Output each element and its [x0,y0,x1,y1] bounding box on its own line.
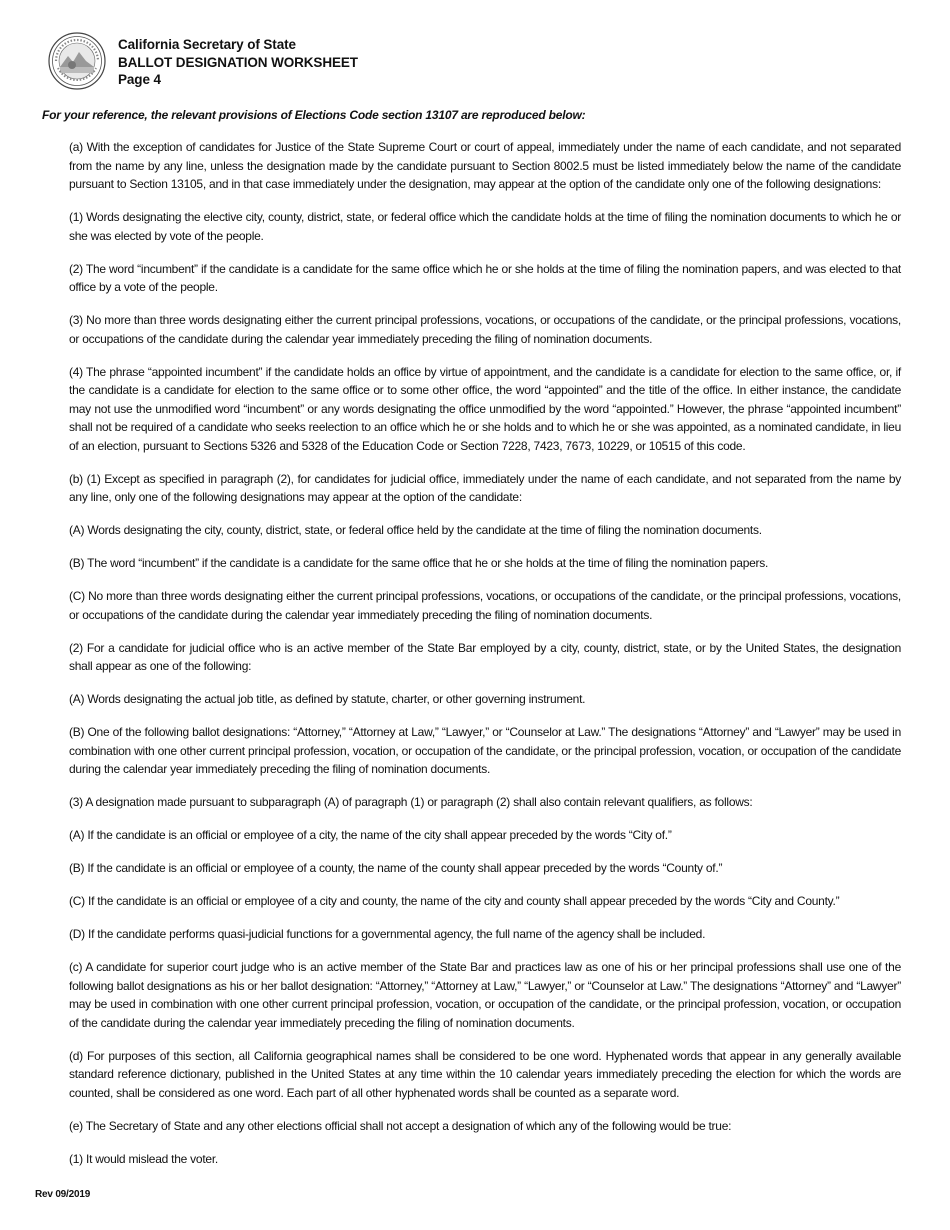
paragraph: (4) The phrase “appointed incumbent” if the candidate holds an office by virtue of appointment, and the candidate is a candidate for election to the same office, or, if the candidate is a candidate for election to the same office or to some other office, the word “appointed” and the title of the office. In either instance, the candidate may not use the unmodified word “incumbent” or any words designating the office unmodified by the word “appointed.” However, the phrase “appointed incumbent” shall not be required of a candidate who seeks reelection to an office which he or she holds and to which he or she was appointed, as a nominated candidate, in lieu of an election, pursuant to Sections 5326 and 5328 of the Education Code or Section 7228, 7423, 7673, 10229, or 10515 of this code. [69,364,901,453]
paragraph: (A) If the candidate is an official or employee of a city, the name of the city shall appear preceded by the words “City of.” [69,828,672,842]
paragraph: (1) Words designating the elective city, county, district, state, or federal office which the candidate holds at the time of filing the nomination documents to which he or she was elected by vote of the people. [69,210,901,243]
paragraph: (d) For purposes of this section, all California geographical names shall be considered to be one word. Hyphenated words that appear in any generally available standard reference dictionary, published in the United States at any time within the 10 calendar years immediately preceding the election for which the words are counted, shall be considered as one word. Each part of all other hyphenated words shall be counted as a separate word. [69,1048,901,1100]
paragraph: (a) With the exception of candidates for Justice of the State Supreme Court or court of appeal, immediately under the name of each candidate, and not separated from the name by any line, unless the designation made by the candidate pursuant to Section 8002.5 must be listed immediately below the name of the candidate pursuant to Section 13105, and in that case immediately under the designation, may appear at the option of the candidate only one of the following designations: [69,140,901,191]
state-seal-logo [48,32,106,90]
paragraph: (B) The word “incumbent” if the candidate is a candidate for the same office that he or she holds at the time of filing the nomination papers. [69,556,769,570]
paragraph: (A) Words designating the city, county, district, state, or federal office held by the candidate at the time of filing the nomination documents. [69,523,762,537]
paragraph: (C) No more than three words designating either the current principal professions, vocations, or occupations of the candidate, or the principal professions, vocations, or occupations of the candidate during the calendar year immediately preceding the filing of nomination documents. [69,589,901,622]
paragraph: (B) If the candidate is an official or employee of a county, the name of the county shall appear preceded by the words “County of.” [69,861,723,875]
code-section-body [69,138,901,1183]
paragraph: (c) A candidate for superior court judge who is an active member of the State Bar and practices law as one of his or her principal professions shall use one of the following ballot designations as his or her ballot designation: “Attorney,” “Attorney at Law,” “Lawyer,” or “Counselor at Law.” The designations “Attorney” and “Lawyer” may be used in combination with one other current principal profession, vocation, or occupation of the candidate, or the principal profession, vocation, or occupation of the candidate during the calendar year immediately preceding the filing of nomination documents. [69,960,901,1030]
page-number: Page 4 [118,72,161,87]
paragraph: (1) It would mislead the voter. [69,1151,218,1166]
document-title: BALLOT DESIGNATION WORKSHEET [118,54,358,70]
paragraph: (D) If the candidate performs quasi-judicial functions for a governmental agency, the full name of the agency shall be included. [69,927,706,941]
paragraph: (2) The word “incumbent” if the candidate is a candidate for the same office which he or she holds at the time of filing the nomination papers, and was elected to that office by a vote of the people. [69,261,901,294]
paragraph: (C) If the candidate is an official or employee of a city and county, the name of the city and county shall appear preceded by the words “City and County.” [69,894,840,908]
document-header [118,36,358,89]
agency-name: California Secretary of State [118,37,296,52]
intro-statement: For your reference, the relevant provisions of Elections Code section 13107 are reproduced below: [42,108,586,122]
paragraph: (2) For a candidate for judicial office who is an active member of the State Bar employed by a city, county, district, state, or by the United States, the designation shall appear as one of the following: [69,640,901,673]
paragraph: (3) A designation made pursuant to subparagraph (A) of paragraph (1) or paragraph (2) shall also contain relevant qualifiers, as follows: [69,795,753,809]
paragraph: (e) The Secretary of State and any other elections official shall not accept a designation of which any of the following would be true: [69,1118,732,1133]
paragraph: (B) One of the following ballot designations: “Attorney,” “Attorney at Law,” “Lawyer,” or “Counselor at Law.” The designations “Attorney” and “Lawyer” may be used in combination with one other current principal profession, vocation, or occupation of the candidate, or the principal profession, vocation, or occupation of the candidate during the calendar year immediately preceding the filing of nomination documents. [69,725,901,776]
paragraph: (3) No more than three words designating either the current principal professions, vocations, or occupations of the candidate, or the principal professions, vocations, or occupations of the candidate during the calendar year immediately preceding the filing of nomination documents. [69,313,901,346]
revision-date: Rev 09/2019 [35,1189,91,1200]
paragraph: (b) (1) Except as specified in paragraph (2), for candidates for judicial office, immediately under the name of each candidate, and not separated from the name by any line, only one of the following designations may appear at the option of the candidate: [69,471,901,504]
paragraph: (A) Words designating the actual job title, as defined by statute, charter, or other governing instrument. [69,692,586,706]
